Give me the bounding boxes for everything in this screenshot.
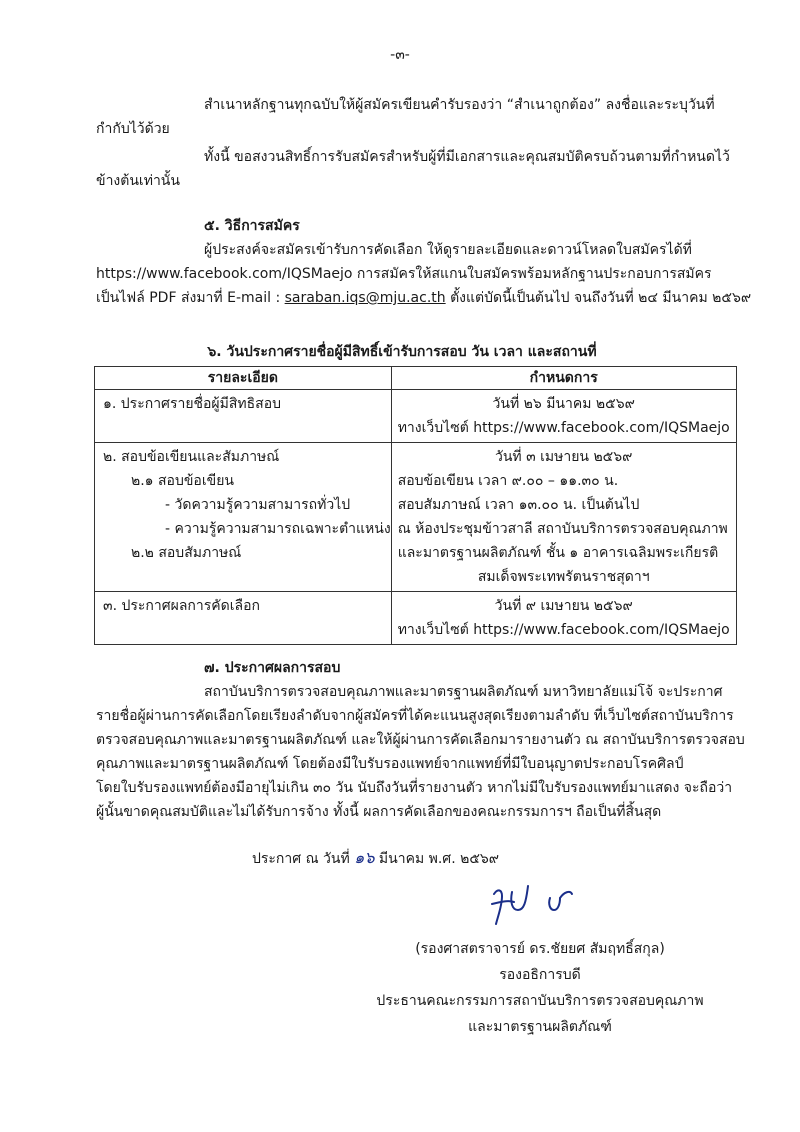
row1-detail-cell	[95, 390, 392, 443]
table-row	[95, 443, 737, 592]
signer-title-3: และมาตรฐานผลิตภัณฑ์	[468, 1019, 612, 1035]
row1-schedule-cell	[391, 390, 736, 443]
section-7-line: ตรวจสอบคุณภาพและมาตรฐานผลิตภัณฑ์ และให้ผู้ผ่านการคัดเลือกมารายงานตัว ณ สถาบันบริการตรวจสอบ	[96, 732, 745, 748]
intro-p1-line1: สำเนาหลักฐานทุกฉบับให้ผู้สมัครเขียนคำรับรองว่า “สำเนาถูกต้อง” ลงชื่อและระบุวันที่	[204, 97, 715, 113]
row2-interview-time: สอบสัมภาษณ์ เวลา ๑๓.๐๐ น. เป็นต้นไป	[397, 497, 640, 513]
section-7-line: โดยใบรับรองแพทย์ต้องมีอายุไม่เกิน ๓๐ วัน นับถึงวันที่รายงานตัว หากไม่มีใบรับรองแพทย์มาแสดง จะถือว่า	[96, 780, 733, 796]
announcement-date	[252, 846, 499, 871]
row3-web: ทางเว็บไซต์ https://www.facebook.com/IQSMaejo	[397, 622, 730, 638]
section-5-line3-prefix: เป็นไฟล์ PDF ส่งมาที่ E-mail :	[96, 290, 285, 306]
section-6-heading: ๖. วันประกาศรายชื่อผู้มีสิทธิ์เข้ารับการสอบ วัน เวลา และสถานที่	[207, 344, 597, 360]
section-5-body	[96, 238, 752, 310]
row2-detail: ๒. สอบข้อเขียนและสัมภาษณ์	[103, 449, 280, 465]
section-7-line: สถาบันบริการตรวจสอบคุณภาพและมาตรฐานผลิตภัณฑ์ มหาวิทยาลัยแม่โจ้ จะประกาศ	[204, 684, 723, 700]
intro-p2-line1: ทั้งนี้ ขอสงวนสิทธิ์การรับสมัครสำหรับผู้ที่มีเอกสารและคุณสมบัติครบถ้วนตามที่กำหนดไว้	[204, 149, 730, 165]
intro-paragraph-1	[96, 93, 715, 141]
row3-date: วันที่ ๙ เมษายน ๒๕๖๙	[494, 598, 633, 614]
email-link[interactable]: saraban.iqs@mju.ac.th	[284, 290, 446, 306]
table-header-row	[95, 367, 737, 390]
signer-title-1: รองอธิการบดี	[499, 967, 581, 983]
section-5-line2: https://www.facebook.com/IQSMaejo การสมัครให้สแกนใบสมัครพร้อมหลักฐานประกอบการสมัคร	[96, 266, 712, 282]
row1-date: วันที่ ๒๖ มีนาคม ๒๕๖๙	[492, 396, 635, 412]
section-5-line3-suffix: ตั้งแต่บัดนี้เป็นต้นไป จนถึงวันที่ ๒๔ มีนาคม ๒๕๖๙	[445, 290, 752, 306]
table-row	[95, 592, 737, 645]
section-7-body	[96, 680, 745, 824]
row2-sub1b: - ความรู้ความสามารถเฉพาะตำแหน่ง	[165, 521, 391, 537]
row3-detail-cell	[95, 592, 392, 645]
intro-paragraph-2	[96, 145, 730, 193]
row1-web: ทางเว็บไซต์ https://www.facebook.com/IQSMaejo	[397, 420, 730, 436]
row2-written-time: สอบข้อเขียน เวลา ๙.๐๐ – ๑๑.๓๐ น.	[397, 473, 619, 489]
signature-block	[370, 936, 710, 1040]
col-schedule-header: กำหนดการ	[391, 367, 736, 390]
announce-suffix: มีนาคม พ.ศ. ๒๕๖๙	[374, 851, 500, 867]
handwritten-signature	[488, 880, 588, 930]
schedule-table	[94, 366, 737, 645]
row2-schedule-cell	[391, 443, 736, 592]
table-row	[95, 390, 737, 443]
intro-p1-line2: กำกับไว้ด้วย	[96, 121, 170, 137]
row3-detail: ๓. ประกาศผลการคัดเลือก	[103, 598, 260, 614]
row1-detail: ๑. ประกาศรายชื่อผู้มีสิทธิสอบ	[103, 396, 282, 412]
row2-place-line2: และมาตรฐานผลิตภัณฑ์ ชั้น ๑ อาคารเฉลิมพระเกียรติ	[397, 545, 719, 561]
row2-place-line3: สมเด็จพระเทพรัตนราชสุดาฯ	[477, 569, 650, 585]
section-7-line: คุณภาพและมาตรฐานผลิตภัณฑ์ โดยต้องมีใบรับรองแพทย์จากแพทย์ที่มีใบอนุญาตประกอบโรคศิลป์	[96, 756, 684, 772]
section-7-line: ผู้นั้นขาดคุณสมบัติและไม่ได้รับการจ้าง ทั้งนี้ ผลการคัดเลือกของคณะกรรมการฯ ถือเป็นที่สิ้นสุด	[96, 804, 662, 820]
intro-p2-line2: ข้างต้นเท่านั้น	[96, 173, 180, 189]
section-7-heading: ๗. ประกาศผลการสอบ	[204, 660, 341, 676]
col-detail-header: รายละเอียด	[95, 367, 392, 390]
row2-date: วันที่ ๓ เมษายน ๒๕๖๙	[494, 449, 633, 465]
section-7-line: รายชื่อผู้ผ่านการคัดเลือกโดยเรียงลำดับจากผู้สมัครที่ได้คะแนนสูงสุดเรียงตามลำดับ ที่เว็บไซต์สถาบันบริการ	[96, 708, 734, 724]
row2-detail-cell	[95, 443, 392, 592]
section-5-line1: ผู้ประสงค์จะสมัครเข้ารับการคัดเลือก ให้ดูรายละเอียดและดาวน์โหลดใบสมัครได้ที่	[204, 242, 692, 258]
row2-sub1: ๒.๑ สอบข้อเขียน	[131, 473, 234, 489]
row2-place-line1: ณ ห้องประชุมข้าวสาลี สถาบันบริการตรวจสอบคุณภาพ	[397, 521, 728, 537]
announce-day: ๑๖	[354, 848, 375, 867]
section-5-line3	[96, 286, 752, 310]
row2-sub2: ๒.๒ สอบสัมภาษณ์	[131, 545, 242, 561]
page-number: -๓-	[390, 47, 410, 63]
section-5-heading: ๕. วิธีการสมัคร	[204, 218, 300, 234]
signer-title-2: ประธานคณะกรรมการสถาบันบริการตรวจสอบคุณภาพ	[376, 993, 704, 1009]
row2-sub1a: - วัดความรู้ความสามารถทั่วไป	[165, 497, 351, 513]
signer-name: (รองศาสตราจารย์ ดร.ชัยยศ สัมฤทธิ์สกุล)	[415, 941, 665, 957]
announce-prefix: ประกาศ ณ วันที่	[252, 851, 355, 867]
row3-schedule-cell	[391, 592, 736, 645]
